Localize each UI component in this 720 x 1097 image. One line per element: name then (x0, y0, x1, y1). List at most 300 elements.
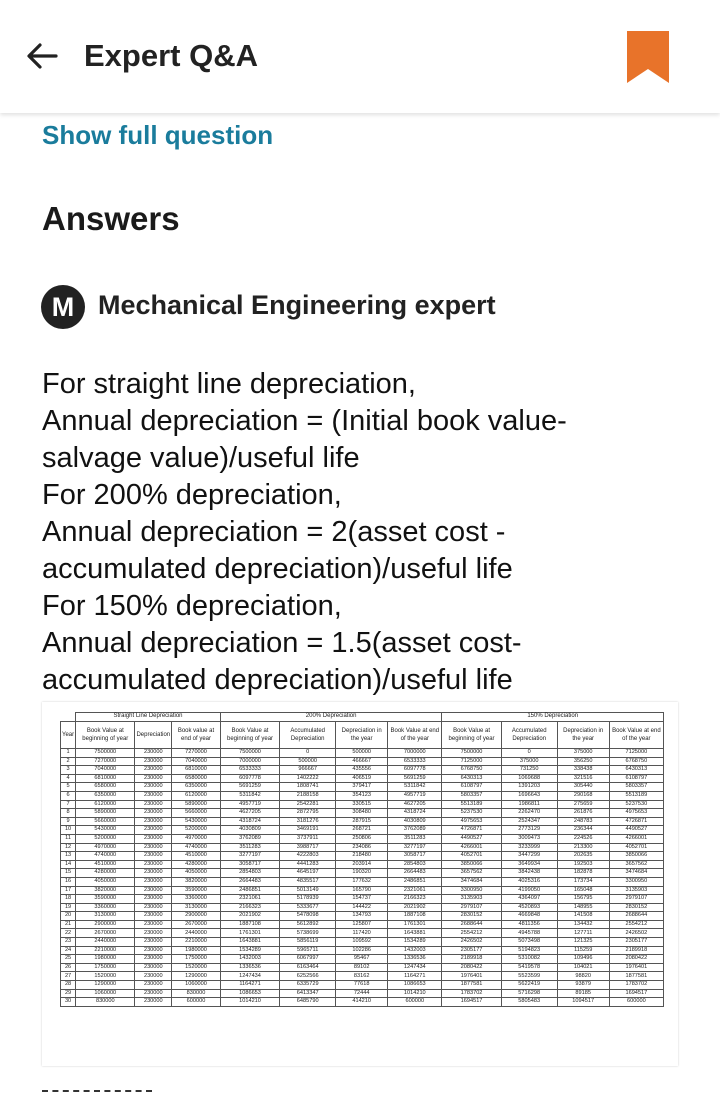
table-row (61, 938, 664, 947)
table-cell: 98820 (557, 972, 609, 981)
table-cell: 7125000 (442, 757, 501, 766)
table-cell: 109592 (336, 938, 388, 947)
table-cell: 4510000 (76, 860, 135, 869)
table-cell: 2189918 (442, 955, 501, 964)
table-cell: 5310082 (501, 955, 557, 964)
table-cell: 23 (61, 938, 76, 947)
table-cell: 3300950 (609, 877, 663, 886)
table-cell: 3058717 (388, 852, 442, 861)
table-cell: 5513189 (442, 800, 501, 809)
table-cell: 6810000 (172, 766, 221, 775)
table-cell: 830000 (76, 998, 135, 1007)
col-header: Book Value at beginning of year (220, 722, 279, 749)
table-cell: 3130000 (172, 903, 221, 912)
table-cell: 104021 (557, 963, 609, 972)
table-cell: 2262470 (501, 809, 557, 818)
table-cell: 7 (61, 800, 76, 809)
table-cell: 1976401 (609, 963, 663, 972)
table-row (61, 946, 664, 955)
table-cell: 268721 (336, 826, 388, 835)
table-cell: 22 (61, 929, 76, 938)
table-cell: 1336536 (388, 955, 442, 964)
table-cell: 4364097 (501, 895, 557, 904)
table-row (61, 912, 664, 921)
table-cell: 236344 (557, 826, 609, 835)
table-cell: 6067997 (280, 955, 336, 964)
table-row (61, 766, 664, 775)
table-cell: 7000000 (220, 757, 279, 766)
table-cell: 406519 (336, 774, 388, 783)
table-cell: 230000 (135, 749, 172, 758)
table-cell: 230000 (135, 800, 172, 809)
table-cell: 2188158 (280, 791, 336, 800)
table-cell: 202635 (557, 852, 609, 861)
table-cell: 1877581 (442, 981, 501, 990)
table-cell: 7040000 (172, 757, 221, 766)
table-cell: 7500000 (220, 749, 279, 758)
table-cell: 1761301 (388, 920, 442, 929)
table-row (61, 852, 664, 861)
table-cell: 2830152 (609, 903, 663, 912)
answer-line: Annual depreciation = 2(asset cost - (42, 516, 506, 548)
table-cell: 4669848 (501, 912, 557, 921)
table-cell: 6580000 (172, 774, 221, 783)
table-body (61, 749, 664, 1007)
table-cell: 3649934 (501, 860, 557, 869)
table-cell: 13 (61, 852, 76, 861)
table-cell: 2426502 (609, 929, 663, 938)
table-cell: 72444 (336, 989, 388, 998)
table-cell: 3135903 (442, 895, 501, 904)
table-cell: 5523599 (501, 972, 557, 981)
table-row (61, 791, 664, 800)
table-cell: 27 (61, 972, 76, 981)
table-cell: 1060000 (76, 989, 135, 998)
table-cell: 4052701 (609, 843, 663, 852)
table-cell: 4280000 (172, 860, 221, 869)
table-cell: 29 (61, 989, 76, 998)
table-cell: 6810000 (76, 774, 135, 783)
table-cell: 2524347 (501, 817, 557, 826)
table-cell: 7000000 (388, 749, 442, 758)
table-row (61, 929, 664, 938)
table-cell: 3820000 (76, 886, 135, 895)
table-cell: 4050000 (76, 877, 135, 886)
table-cell: 3 (61, 766, 76, 775)
table-cell: 5200000 (76, 834, 135, 843)
table-cell: 1980000 (172, 946, 221, 955)
col-header: Book Value at beginning of year (442, 722, 501, 749)
table-row (61, 774, 664, 783)
table-row (61, 809, 664, 818)
table-cell: 5311842 (220, 791, 279, 800)
show-full-question-link[interactable]: Show full question (42, 120, 274, 150)
table-cell: 1887108 (220, 920, 279, 929)
table-cell: 261876 (557, 809, 609, 818)
table-cell: 5965711 (280, 946, 336, 955)
table-cell: 4627205 (388, 800, 442, 809)
table-cell: 89102 (336, 963, 388, 972)
table-cell: 0 (280, 749, 336, 758)
table-cell: 5803357 (442, 791, 501, 800)
table-cell: 250806 (336, 834, 388, 843)
table-cell: 2773129 (501, 826, 557, 835)
table-cell: 2554212 (442, 929, 501, 938)
table-cell: 2670000 (172, 920, 221, 929)
table-cell: 16 (61, 877, 76, 886)
table-cell: 18 (61, 895, 76, 904)
table-cell: 6097778 (220, 774, 279, 783)
table-row (61, 972, 664, 981)
answers-heading: Answers (42, 200, 180, 237)
table-cell: 1 (61, 749, 76, 758)
table-cell: 5513189 (609, 791, 663, 800)
table-cell: 2440000 (76, 938, 135, 947)
table-cell: 6335729 (280, 981, 336, 990)
table-cell: 2664483 (220, 877, 279, 886)
table-cell: 230000 (135, 929, 172, 938)
table-cell: 1877581 (609, 972, 663, 981)
table-cell: 3233999 (501, 843, 557, 852)
table-cell: 5612892 (280, 920, 336, 929)
col-header: Year (61, 722, 76, 749)
table-cell: 173734 (557, 877, 609, 886)
table-cell: 4957719 (388, 791, 442, 800)
table-cell: 6108797 (442, 783, 501, 792)
table-cell: 1164271 (220, 981, 279, 990)
table-row (61, 877, 664, 886)
table-cell: 230000 (135, 955, 172, 964)
table-cell: 6430313 (609, 766, 663, 775)
table-cell: 230000 (135, 989, 172, 998)
table-cell: 6163464 (280, 963, 336, 972)
table-cell: 3850066 (442, 860, 501, 869)
table-cell: 1094517 (557, 998, 609, 1007)
table-cell: 1336536 (220, 963, 279, 972)
col-header: Book Value at end of the year (388, 722, 442, 749)
table-cell: 338438 (557, 766, 609, 775)
table-cell: 356250 (557, 757, 609, 766)
table-cell: 1694517 (609, 989, 663, 998)
table-cell: 3737911 (280, 834, 336, 843)
table-cell: 3360000 (76, 903, 135, 912)
table-cell: 5237530 (609, 800, 663, 809)
table-cell: 7040000 (76, 766, 135, 775)
table-cell: 4030809 (220, 826, 279, 835)
table-cell: 1534289 (388, 938, 442, 947)
answer-body (42, 366, 702, 699)
table-row (61, 749, 664, 758)
table-cell: 3277197 (388, 843, 442, 852)
table-cell: 2486851 (388, 877, 442, 886)
table-cell: 93879 (557, 981, 609, 990)
table-row (61, 757, 664, 766)
table-cell: 1980000 (76, 955, 135, 964)
table-cell: 2664483 (388, 869, 442, 878)
table-cell: 5890000 (76, 809, 135, 818)
page-title: Expert Q&A (84, 38, 258, 73)
table-cell: 600000 (172, 998, 221, 1007)
table-cell: 5660000 (76, 817, 135, 826)
table-cell: 5691259 (220, 783, 279, 792)
col-header: Depreciation in the year (557, 722, 609, 749)
table-cell: 144422 (336, 903, 388, 912)
table-cell: 3850066 (609, 852, 663, 861)
table-cell: 6768750 (609, 757, 663, 766)
table-cell: 4510000 (172, 852, 221, 861)
table-cell: 1290000 (76, 981, 135, 990)
table-cell: 3135903 (609, 886, 663, 895)
table-cell: 5805483 (501, 998, 557, 1007)
table-cell: 4052701 (442, 852, 501, 861)
table-cell: 230000 (135, 895, 172, 904)
table-cell: 230000 (135, 963, 172, 972)
table-cell: 1060000 (172, 981, 221, 990)
table-cell: 4835517 (280, 877, 336, 886)
table-cell: 2426502 (442, 938, 501, 947)
table-cell: 121325 (557, 938, 609, 947)
table-cell: 1086653 (388, 981, 442, 990)
table-cell: 830000 (172, 989, 221, 998)
table-cell: 1534289 (220, 946, 279, 955)
table-cell: 4490527 (442, 834, 501, 843)
table-cell: 6580000 (76, 783, 135, 792)
table-cell: 1014210 (220, 998, 279, 1007)
back-arrow-icon[interactable] (22, 36, 62, 76)
table-cell: 3181276 (280, 817, 336, 826)
table-cell: 4318724 (220, 817, 279, 826)
table-row (61, 843, 664, 852)
table-cell: 230000 (135, 860, 172, 869)
table-cell: 2854803 (388, 860, 442, 869)
table-cell: 1643881 (388, 929, 442, 938)
table-cell: 3988717 (280, 843, 336, 852)
table-cell: 321516 (557, 774, 609, 783)
table-cell: 3590000 (76, 895, 135, 904)
table-cell: 6120000 (76, 800, 135, 809)
table-cell: 141508 (557, 912, 609, 921)
table-cell: 234086 (336, 843, 388, 852)
table-cell: 3511283 (388, 834, 442, 843)
table-cell: 3820000 (172, 877, 221, 886)
table-cell: 190320 (336, 869, 388, 878)
table-cell: 3657562 (609, 860, 663, 869)
table-cell: 230000 (135, 809, 172, 818)
table-row (61, 963, 664, 972)
top-bar (0, 0, 720, 113)
col-header: Book Value at end of the year (609, 722, 663, 749)
table-cell: 5 (61, 783, 76, 792)
table-cell: 6097778 (388, 766, 442, 775)
group-straight-line: Straight Line Depreciation (76, 713, 221, 722)
table-cell: 1014210 (388, 989, 442, 998)
table-cell: 6413347 (280, 989, 336, 998)
table-cell: 4970000 (76, 843, 135, 852)
table-cell: 10 (61, 826, 76, 835)
table-cell: 5890000 (172, 800, 221, 809)
table-cell: 3762089 (388, 826, 442, 835)
table-cell: 1750000 (172, 955, 221, 964)
table-cell: 600000 (609, 998, 663, 1007)
table-cell: 5194823 (501, 946, 557, 955)
table-cell: 154737 (336, 895, 388, 904)
table-cell: 1432003 (220, 955, 279, 964)
table-cell: 2166323 (220, 903, 279, 912)
table-cell: 7270000 (76, 757, 135, 766)
table-cell: 4199050 (501, 886, 557, 895)
table-cell: 203914 (336, 860, 388, 869)
table-cell: 1247434 (388, 963, 442, 972)
col-header: Accumulated Depreciation (280, 722, 336, 749)
table-cell: 6108797 (609, 774, 663, 783)
table-cell: 6430313 (442, 774, 501, 783)
col-header: Book value at end of year (172, 722, 221, 749)
table-cell: 102286 (336, 946, 388, 955)
table-cell: 5200000 (172, 826, 221, 835)
table-cell: 2670000 (76, 929, 135, 938)
table-cell: 3447299 (501, 852, 557, 861)
table-cell: 230000 (135, 791, 172, 800)
group-150-percent: 150% Depreciation (442, 713, 664, 722)
table-cell: 230000 (135, 843, 172, 852)
table-cell: 230000 (135, 826, 172, 835)
table-cell: 3277197 (220, 852, 279, 861)
table-cell: 230000 (135, 981, 172, 990)
table-row (61, 955, 664, 964)
table-cell: 2486851 (220, 886, 279, 895)
table-cell: 2321061 (388, 886, 442, 895)
table-cell: 224526 (557, 834, 609, 843)
table-cell: 4490527 (609, 826, 663, 835)
table-cell: 192503 (557, 860, 609, 869)
table-row (61, 860, 664, 869)
table-cell: 1520000 (76, 972, 135, 981)
table-cell: 466667 (336, 757, 388, 766)
table-row (61, 895, 664, 904)
table-cell: 2080422 (442, 963, 501, 972)
table-cell: 230000 (135, 774, 172, 783)
table-cell: 6350000 (76, 791, 135, 800)
table-cell: 4318724 (388, 809, 442, 818)
table-cell: 6120000 (172, 791, 221, 800)
table-cell: 1520000 (172, 963, 221, 972)
table-cell: 1391203 (501, 783, 557, 792)
table-cell: 1694517 (442, 998, 501, 1007)
table-cell: 375000 (501, 757, 557, 766)
table-cell: 5333677 (280, 903, 336, 912)
bookmark-icon[interactable] (627, 31, 669, 83)
footer-divider (42, 1090, 152, 1092)
table-cell: 7500000 (442, 749, 501, 758)
table-cell: 3474684 (609, 869, 663, 878)
table-cell: 148955 (557, 903, 609, 912)
table-cell: 26 (61, 963, 76, 972)
table-cell: 5660000 (172, 809, 221, 818)
table-cell: 287915 (336, 817, 388, 826)
expert-name: Mechanical Engineering expert (98, 290, 496, 320)
table-cell: 12 (61, 843, 76, 852)
table-cell: 1696643 (501, 791, 557, 800)
table-row (61, 981, 664, 990)
table-cell: 4627205 (220, 809, 279, 818)
table-cell: 2979107 (442, 903, 501, 912)
table-cell: 5738699 (280, 929, 336, 938)
table-cell: 330515 (336, 800, 388, 809)
table-cell: 2542281 (280, 800, 336, 809)
table-cell: 4030809 (388, 817, 442, 826)
table-cell: 19 (61, 903, 76, 912)
table-cell: 4050000 (172, 869, 221, 878)
table-cell: 3300950 (442, 886, 501, 895)
table-cell: 5178939 (280, 895, 336, 904)
depreciation-table-image[interactable] (42, 702, 678, 1066)
table-cell: 2189918 (609, 946, 663, 955)
table-cell: 1986811 (501, 800, 557, 809)
table-cell: 435556 (336, 766, 388, 775)
table-cell: 2080422 (609, 955, 663, 964)
table-cell: 115259 (557, 946, 609, 955)
table-cell: 2900000 (76, 920, 135, 929)
table-cell: 83162 (336, 972, 388, 981)
table-cell: 1761301 (220, 929, 279, 938)
table-header-blank (61, 713, 76, 722)
table-cell: 2021902 (220, 912, 279, 921)
table-cell: 165048 (557, 886, 609, 895)
table-row (61, 886, 664, 895)
table-cell: 3360000 (172, 895, 221, 904)
table-cell: 5856119 (280, 938, 336, 947)
table-cell: 4970000 (172, 834, 221, 843)
table-cell: 4441283 (280, 860, 336, 869)
table-row (61, 783, 664, 792)
table-cell: 77618 (336, 981, 388, 990)
table-cell: 3590000 (172, 886, 221, 895)
table-cell: 1808741 (280, 783, 336, 792)
table-row (61, 834, 664, 843)
table-cell: 230000 (135, 852, 172, 861)
table-cell: 7125000 (609, 749, 663, 758)
table-cell: 230000 (135, 766, 172, 775)
answer-line: accumulated depreciation)/useful life (42, 553, 513, 585)
table-cell: 127711 (557, 929, 609, 938)
table-cell: 24 (61, 946, 76, 955)
table-cell: 89185 (557, 989, 609, 998)
table-cell: 7270000 (172, 749, 221, 758)
table-cell: 2305177 (442, 946, 501, 955)
table-cell: 3842438 (501, 869, 557, 878)
table-cell: 1069688 (501, 774, 557, 783)
table-cell: 117420 (336, 929, 388, 938)
table-cell: 182878 (557, 869, 609, 878)
table-row (61, 903, 664, 912)
table-cell: 1643881 (220, 938, 279, 947)
table-cell: 2872795 (280, 809, 336, 818)
table-cell: 1887108 (388, 912, 442, 921)
table-cell: 2900000 (172, 912, 221, 921)
table-cell: 3058717 (220, 860, 279, 869)
table-cell: 4740000 (172, 843, 221, 852)
table-cell: 5237530 (442, 809, 501, 818)
table-cell: 5430000 (76, 826, 135, 835)
table-cell: 6252566 (280, 972, 336, 981)
table-cell: 30 (61, 998, 76, 1007)
table-cell: 14 (61, 860, 76, 869)
table-cell: 230000 (135, 903, 172, 912)
table-cell: 2979107 (609, 895, 663, 904)
table-cell: 731250 (501, 766, 557, 775)
table-cell: 1164271 (388, 972, 442, 981)
table-cell: 6533333 (220, 766, 279, 775)
